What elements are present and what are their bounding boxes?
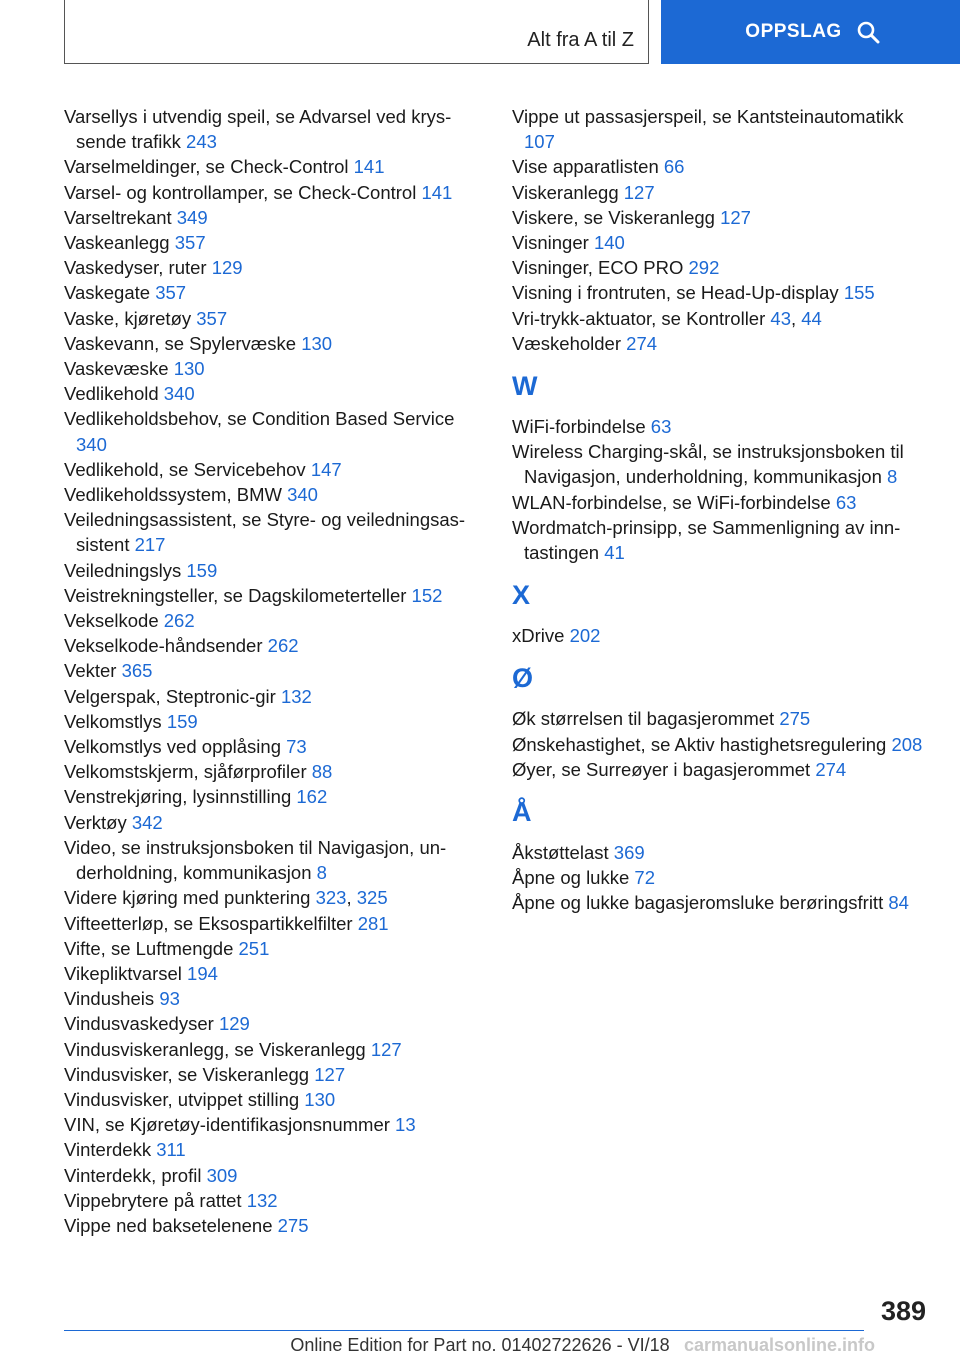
- page-reference-link[interactable]: 127: [720, 206, 751, 228]
- page-reference-link[interactable]: 159: [166, 710, 198, 732]
- page-reference-link[interactable]: 243: [186, 131, 217, 153]
- index-entry: [64, 759, 484, 784]
- page-reference-link[interactable]: 340: [287, 484, 318, 506]
- header-section-box: [64, 0, 649, 64]
- index-entry: [512, 865, 932, 890]
- page-reference-link[interactable]: 73: [286, 736, 307, 758]
- index-entry: [512, 154, 932, 179]
- index-entry: [64, 810, 484, 835]
- lookup-tab[interactable]: [661, 0, 960, 64]
- index-entry-term: Video, se instruksjonsboken til Navigasjon, underholdning, kommunikasjon: [64, 836, 447, 884]
- index-entry: [64, 1163, 484, 1188]
- index-entry-term: Vise apparatlisten: [512, 156, 664, 178]
- page-separator: ,: [790, 307, 802, 329]
- page-reference-link[interactable]: 155: [843, 282, 875, 304]
- index-entry-term: Vaskevann, se Spylervæske: [64, 332, 302, 354]
- index-entry-term: Visning i frontruten, se Head-Up-display: [512, 282, 844, 304]
- page-reference-link[interactable]: 93: [159, 988, 180, 1010]
- index-entry-term: WLAN-forbindelse, se WiFi-forbindelse: [512, 491, 836, 513]
- section-title: Alt fra A til Z: [527, 29, 634, 51]
- index-entry: [64, 709, 484, 734]
- index-entry: [64, 658, 484, 683]
- index-entry: [512, 280, 932, 305]
- index-entry-term: Vippebrytere på rattet: [64, 1189, 247, 1211]
- index-entry-term: xDrive: [512, 625, 570, 647]
- index-entry-term: Varsellys i utvendig speil, se Advarsel ved kryssende trafikk: [64, 106, 452, 153]
- index-entry: [64, 356, 484, 381]
- index-entry-term: Vinterdekk: [64, 1139, 157, 1161]
- page-reference-link[interactable]: 13: [395, 1114, 416, 1136]
- index-entry: [512, 439, 932, 489]
- index-entry: [64, 1112, 484, 1137]
- page-reference-link[interactable]: 162: [296, 786, 328, 808]
- index-entry-term: Wireless Charging-skål, se instruksjonsboken til Navigasjon, underholdning, kommunikasjon: [512, 441, 904, 488]
- index-entry: [64, 507, 484, 557]
- index-entry-term: VIN, se Kjøretøy-identifikasjonsnummer: [64, 1114, 396, 1136]
- page-reference-link[interactable]: 357: [174, 232, 206, 254]
- index-entry-term: Visninger, ECO PRO: [512, 257, 689, 279]
- index-entry-term: Varsel- og kontrollamper, se Check-Control: [64, 181, 422, 203]
- index-entry: [64, 457, 484, 482]
- index-entry-term: Vindusvisker, utvippet stilling: [64, 1088, 305, 1110]
- page-reference-link[interactable]: 311: [156, 1139, 186, 1161]
- page-reference-link[interactable]: 340: [76, 433, 107, 455]
- page-reference-link[interactable]: 107: [524, 131, 555, 153]
- page-reference-link[interactable]: 369: [613, 842, 645, 864]
- index-letter-heading: W: [512, 371, 538, 402]
- index-entry-term: Vindusheis: [64, 988, 160, 1010]
- index-entry-term: Videre kjøring med punktering: [64, 887, 316, 909]
- index-column-right: [512, 104, 932, 916]
- index-entry-term: Veistrekningsteller, se Dagskilometerteller: [64, 584, 412, 606]
- index-entry-term: Vedlikehold, se Servicebehov: [64, 458, 311, 480]
- index-entry-term: Åkstøttelast: [512, 842, 614, 864]
- page-reference-link[interactable]: 63: [835, 491, 857, 513]
- page-reference-link[interactable]: 152: [411, 584, 443, 606]
- page-reference-link[interactable]: 208: [891, 733, 923, 755]
- index-entry-term: Væskeholder: [512, 332, 627, 354]
- index-letter-heading: Å: [512, 797, 532, 828]
- index-entry: [64, 1213, 484, 1238]
- index-entry: [512, 104, 932, 154]
- index-entry: [64, 331, 484, 356]
- page-number: 389: [880, 1296, 926, 1326]
- page-reference-link[interactable]: 63: [650, 416, 672, 438]
- page-reference-link[interactable]: 262: [163, 610, 195, 632]
- page-reference-link[interactable]: 43: [770, 307, 791, 329]
- index-entry: [64, 583, 484, 608]
- page-reference-link[interactable]: 129: [211, 257, 243, 279]
- index-entry: [64, 1062, 484, 1087]
- page-reference-link[interactable]: 275: [779, 708, 811, 730]
- index-letter-heading: Ø: [512, 663, 534, 694]
- page-reference-link[interactable]: 342: [131, 811, 163, 833]
- index-entry-term: Vaskedyser, ruter: [64, 257, 212, 279]
- index-entry-term: Vippe ned baksetelenene: [64, 1214, 278, 1236]
- index-entry: [64, 1087, 484, 1112]
- page-reference-link[interactable]: 357: [196, 307, 228, 329]
- index-entry-term: Vedlikeholdsbehov, se Condition Based Service: [64, 408, 455, 430]
- index-entry: [64, 986, 484, 1011]
- index-entry: [64, 1011, 484, 1036]
- page-reference-link[interactable]: 147: [310, 458, 342, 480]
- page-reference-link[interactable]: 275: [277, 1214, 309, 1236]
- index-entry-term: Venstrekjøring, lysinnstilling: [64, 786, 297, 808]
- page-reference-link[interactable]: 274: [815, 758, 847, 780]
- index-entry-term: Vedlikehold: [64, 383, 164, 405]
- index-entry-term: Vindusviskeranlegg, se Viskeranlegg: [64, 1038, 371, 1060]
- index-entry-term: Wordmatch-prinsipp, se Sammenligning av inntastingen: [512, 516, 901, 564]
- index-entry: [64, 255, 484, 280]
- index-entry-term: Varseltrekant: [64, 206, 177, 228]
- index-entry: [64, 633, 484, 658]
- footer-divider: [64, 1330, 864, 1331]
- page-reference-link[interactable]: 88: [311, 761, 333, 783]
- index-entry: [512, 414, 932, 439]
- index-entry: [64, 230, 484, 255]
- index-entry: [64, 104, 484, 154]
- index-entry-term: Varselmeldinger, se Check-Control: [64, 156, 354, 178]
- page-reference-link[interactable]: 325: [356, 887, 388, 909]
- page-reference-link[interactable]: 349: [176, 206, 208, 228]
- page-reference-link[interactable]: 357: [155, 282, 187, 304]
- search-icon[interactable]: [856, 20, 880, 44]
- index-entry: [512, 255, 932, 280]
- index-entry: [64, 306, 484, 331]
- index-entry: [64, 180, 484, 205]
- page-reference-link[interactable]: 127: [623, 181, 655, 203]
- index-entry: [64, 911, 484, 936]
- page-reference-link[interactable]: 140: [593, 232, 625, 254]
- index-entry: [64, 381, 484, 406]
- index-entry-term: Åpne og lukke bagasjeromsluke berøringsfritt: [512, 892, 889, 914]
- page-reference-link[interactable]: 141: [421, 181, 453, 203]
- page-reference-link[interactable]: 262: [267, 635, 299, 657]
- index-entry: [512, 306, 932, 331]
- watermark: carmanualsonline.info: [684, 1335, 876, 1355]
- index-entry-term: Velkomstlys ved opplåsing: [64, 736, 287, 758]
- index-entry: [64, 154, 484, 179]
- page-reference-link[interactable]: 132: [280, 685, 312, 707]
- page-reference-link[interactable]: 130: [173, 358, 205, 380]
- page-reference-link[interactable]: 194: [187, 962, 218, 984]
- index-entry: [64, 684, 484, 709]
- page-reference-link[interactable]: 292: [688, 257, 720, 279]
- index-entry-term: Vedlikeholdssystem, BMW: [64, 484, 288, 506]
- index-letter-heading: X: [512, 580, 531, 611]
- index-entry: [512, 706, 932, 731]
- index-entry-term: Vekter: [64, 660, 122, 682]
- index-entry: [64, 558, 484, 583]
- index-entry: [512, 515, 932, 565]
- index-entry-term: Vekselkode: [64, 610, 164, 632]
- index-entry-term: Vippe ut passasjerspeil, se Kantsteinautomatikk: [512, 106, 904, 127]
- index-entry-term: Vaskevæske: [64, 358, 174, 380]
- page-reference-link[interactable]: 130: [304, 1088, 336, 1110]
- index-entry-term: Vri-trykk-aktuator, se Kontroller: [512, 307, 771, 329]
- index-entry-term: Ønskehastighet, se Aktiv hastighetsregulering: [512, 733, 892, 755]
- index-entry-term: Vifteetterløp, se Eksospartikkelfilter: [64, 912, 358, 934]
- index-entry: [64, 608, 484, 633]
- index-entry-term: Veiledningsassistent, se Styre- og veiledningsassistent: [64, 509, 466, 556]
- index-entry-term: Velgerspak, Steptronic-gir: [64, 685, 281, 707]
- index-entry-term: Vindusvaskedyser: [64, 1013, 219, 1035]
- index-entry-term: Velkomstlys: [64, 710, 167, 732]
- index-entry-term: Vifte, se Luftmengde: [64, 937, 239, 959]
- page-reference-link[interactable]: 217: [134, 534, 166, 556]
- index-entry-term: Verktøy: [64, 811, 132, 833]
- page-reference-link[interactable]: 251: [238, 937, 270, 959]
- index-entry: [512, 331, 932, 356]
- page-reference-link[interactable]: 141: [353, 156, 385, 178]
- page-reference-link[interactable]: 323: [315, 887, 347, 909]
- index-entry: [64, 961, 484, 986]
- index-entry: [64, 885, 484, 910]
- index-entry: [512, 623, 932, 648]
- index-entry: [512, 180, 932, 205]
- index-entry: [512, 205, 932, 230]
- page-reference-link[interactable]: 66: [663, 156, 685, 178]
- index-entry: [64, 936, 484, 961]
- index-entry-term: Øyer, se Surreøyer i bagasjerommet: [512, 758, 816, 780]
- index-entry: [64, 1188, 484, 1213]
- page-reference-link[interactable]: 72: [634, 867, 655, 889]
- page-reference-link[interactable]: 8: [887, 466, 898, 488]
- index-entry: [64, 1037, 484, 1062]
- index-entry-term: Vinterdekk, profil: [64, 1164, 207, 1186]
- page-reference-link[interactable]: 132: [246, 1189, 278, 1211]
- index-entry: [64, 1137, 484, 1162]
- page-reference-link[interactable]: 365: [121, 660, 153, 682]
- index-entry-term: Vekselkode-håndsender: [64, 635, 268, 657]
- index-entry-term: Viskeranlegg: [512, 181, 624, 203]
- page-reference-link[interactable]: 44: [801, 307, 822, 329]
- index-entry: [64, 406, 484, 456]
- page-reference-link[interactable]: 127: [370, 1038, 402, 1060]
- page-reference-link[interactable]: 129: [218, 1013, 250, 1035]
- page-reference-link[interactable]: 281: [357, 912, 389, 934]
- page-separator: ,: [346, 887, 357, 909]
- index-entry-term: Velkomstskjerm, sjåførprofiler: [64, 761, 312, 783]
- index-entry-term: Øk størrelsen til bagasjerommet: [512, 708, 780, 730]
- index-entry: [512, 732, 932, 757]
- index-entry: [64, 835, 484, 885]
- index-entry-term: Vindusvisker, se Viskeranlegg: [64, 1063, 315, 1085]
- index-entry-term: Vaske, kjøretøy: [64, 307, 197, 329]
- index-entry-term: Veiledningslys: [64, 559, 187, 581]
- index-entry: [64, 784, 484, 809]
- footer-edition-text: Online Edition for Part no. 01402722626 - VI/18: [290, 1335, 670, 1355]
- page-reference-link[interactable]: 84: [888, 892, 909, 914]
- index-entry: [512, 840, 932, 865]
- index-entry-term: Vaskegate: [64, 282, 156, 304]
- index-entry: [64, 482, 484, 507]
- page-reference-link[interactable]: 159: [186, 559, 218, 581]
- index-entry: [64, 734, 484, 759]
- index-entry-term: Viskere, se Viskeranlegg: [512, 206, 721, 228]
- index-entry-term: Visninger: [512, 232, 594, 254]
- index-entry: [64, 280, 484, 305]
- index-entry-term: Åpne og lukke: [512, 867, 635, 889]
- index-entry: [512, 230, 932, 255]
- index-column-left: [64, 104, 484, 1238]
- page-reference-link[interactable]: 41: [604, 542, 625, 564]
- page-reference-link[interactable]: 8: [316, 862, 327, 884]
- lookup-tab-label: OPPSLAG: [745, 21, 842, 42]
- index-entry: [512, 490, 932, 515]
- page-reference-link[interactable]: 309: [206, 1164, 238, 1186]
- page-reference-link[interactable]: 202: [569, 625, 601, 647]
- index-entry: [64, 205, 484, 230]
- page-reference-link[interactable]: 274: [626, 332, 658, 354]
- page-reference-link[interactable]: 340: [163, 383, 195, 405]
- page-reference-link[interactable]: 127: [314, 1063, 346, 1085]
- index-entry: [512, 890, 932, 915]
- page-reference-link[interactable]: 130: [301, 332, 333, 354]
- index-entry-term: Vikepliktvarsel: [64, 962, 188, 984]
- index-entry: [512, 757, 932, 782]
- index-entry-term: WiFi-forbindelse: [512, 416, 651, 438]
- index-entry-term: Vaskeanlegg: [64, 232, 175, 254]
